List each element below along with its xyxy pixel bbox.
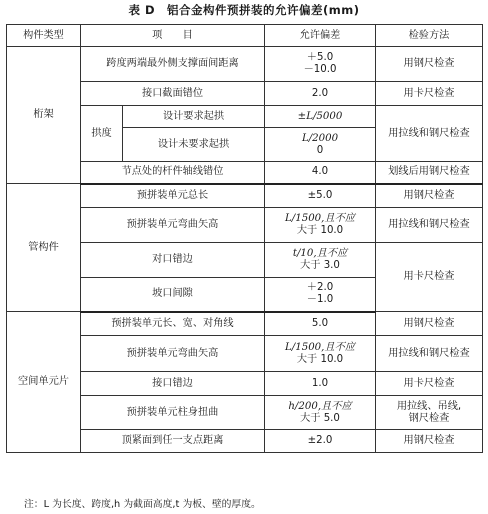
tolerance-cell: ±2.0 [265,430,376,453]
item-cell: 跨度两端最外侧支撑面间距离 [81,47,265,82]
item-cell: 预拼装单元总长 [81,184,265,208]
item-cell: 顶紧面到任一支点距离 [81,430,265,453]
tolerance-cell: h/200,且不应 大于 5.0 [265,396,376,430]
tolerance-cell: 4.0 [265,162,376,184]
method-cell: 用钢尺检查 [376,184,483,208]
item-cell: 接口截面错位 [81,82,265,106]
header-method: 检验方法 [376,25,483,47]
tolerance-table [6,24,483,453]
item-cell: 节点处的杆件轴线错位 [81,162,265,184]
header-row [7,25,483,47]
tolerance-cell: ＋5.0 －10.0 [265,47,376,82]
table-row [7,184,483,208]
method-cell: 用钢尺检查 [376,430,483,453]
tolerance-cell: L/2000 0 [265,128,376,162]
method-cell: 用拉线和钢尺检查 [376,208,483,243]
group-tube: 管构件 [7,184,81,312]
header-tolerance: 允许偏差 [265,25,376,47]
method-cell: 用卡尺检查 [376,243,483,312]
group-space-unit: 空间单元片 [7,312,81,453]
table-row [7,312,483,336]
method-cell: 用拉线和钢尺检查 [376,336,483,372]
header-item: 项 目 [81,25,265,47]
item-cell: 设计要求起拱 [123,106,265,128]
item-cell: 预拼装单元弯曲矢高 [81,336,265,372]
tolerance-cell: ±L/5000 [265,106,376,128]
header-component-type: 构件类型 [7,25,81,47]
tolerance-cell: 2.0 [265,82,376,106]
tolerance-cell: t/10,且不应 大于 3.0 [265,243,376,278]
item-cell: 预拼装单元长、宽、对角线 [81,312,265,336]
method-cell: 划线后用钢尺检查 [376,162,483,184]
table-title: 表 D 铝合金构件预拼装的允许偏差(mm) [128,3,360,17]
method-cell: 用钢尺检查 [376,312,483,336]
item-cell: 预拼装单元柱身扭曲 [81,396,265,430]
method-cell: 用拉线、吊线, 钢尺检查 [376,396,483,430]
group-truss: 桁架 [7,47,81,184]
item-cell: 接口错边 [81,372,265,396]
method-cell: 用钢尺检查 [376,47,483,82]
camber-label: 拱度 [81,106,123,162]
table-row [7,47,483,82]
method-cell: 用卡尺检查 [376,82,483,106]
tolerance-cell: ＋2.0 －1.0 [265,278,376,312]
method-cell: 用卡尺检查 [376,372,483,396]
item-cell: 对口错边 [81,243,265,278]
table-footnote: 注：L 为长度、跨度,h 为截面高度,t 为板、壁的厚度。 [24,499,261,510]
tolerance-cell: 5.0 [265,312,376,336]
tolerance-cell: L/1500,且不应 大于 10.0 [265,208,376,243]
item-cell: 设计未要求起拱 [123,128,265,162]
item-cell: 坡口间隙 [81,278,265,312]
tolerance-cell: ±5.0 [265,184,376,208]
method-cell: 用拉线和钢尺检查 [376,106,483,162]
tolerance-cell: L/1500,且不应 大于 10.0 [265,336,376,372]
item-cell: 预拼装单元弯曲矢高 [81,208,265,243]
tolerance-cell: 1.0 [265,372,376,396]
